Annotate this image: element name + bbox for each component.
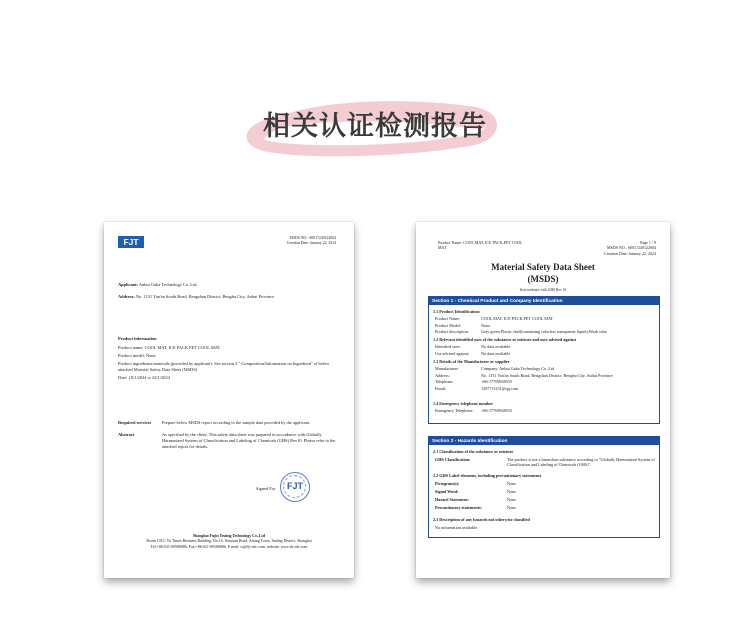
msds-creation-date: Creation Date: January 22, 2024 [604,250,656,256]
test-report-document[interactable] [104,222,354,578]
product-ingredients: Product ingredients/materials (provided by applicant): See section 3 " Composition/Information on Ingredient" of below attached Material Safety Data Sheet (MSDS) [118,360,330,372]
field-label: Product Name: [435,316,461,321]
field-label: Address: [435,372,450,378]
report-ref [287,236,336,246]
fjt-logo: FJT [118,236,144,248]
subheading-1-4: 1.4 Emergency telephone number [433,401,494,406]
field-label: Manufacturer: [435,366,459,371]
field-value: None [507,505,517,510]
product-name: Product name: COOL MAT, ICE PACK,PET COOL MAT [118,344,221,350]
field-value: 1287711431@qq.com [481,385,519,391]
field-value: None [481,322,491,328]
applicant-value: Anhui Gaka Technology Co.,Ltd. [138,282,198,287]
page-number: Page 1 / 9 [640,240,656,245]
field-value: None [507,497,517,502]
company-seal-stamp: FJT [280,472,310,502]
subheading-2-1: 2.1 Classification of the substance or mixture [433,449,514,454]
field-label: Precautionary statements: [435,505,483,510]
address-line [118,294,343,300]
msds-number: MSDS NO.: S0017240122004 [606,245,656,251]
ghs-classification-value: The product is not a hazardous substance according to "Globally Harmonized System of Classification and Labeling of Chemicals (GHS)". [507,457,655,468]
accordance-note: In accordance with GHS Rev 10 [519,288,567,292]
section-1-box [428,296,660,424]
field-label: Pictogram(s): [435,481,460,486]
msds-title: Material Safety Data Sheet [491,262,595,272]
address-label: Address: [118,294,135,299]
field-label: Emergency Telephone: [435,408,474,413]
applicant-line [118,282,338,288]
field-value: None [507,481,517,486]
field-value: No data available [481,344,511,349]
hazards-note: No information available. [435,525,479,530]
ref-number: MSDS NO.: S0017240122004 [289,236,336,240]
field-value: COOL MAT, ICE PACK,PET COOL MAT [481,316,554,321]
subheading-2-3: 2.3 Description of any hazards not otherwise classified [433,517,530,522]
msds-subtitle: (MSDS) [527,274,559,284]
section-2-box [428,436,660,538]
msds-document[interactable] [416,222,670,578]
field-value: Company: Anhui Gaka Technology Co.,Ltd [481,366,555,371]
subheading-1-2: 1.2 Relevant identified uses of the substance or mixture and uses advised against [433,337,577,342]
required-services-label: Required services [118,420,152,425]
msds-product-name: Product Name: COOL MAT, ICE PACK,PET COOL MAT [438,240,523,251]
applicant-label: Applicant: [118,282,139,287]
field-label: Hazard Statement: [435,497,470,502]
footer-company: Shanghai Fujin Testing Technology Co.,Ltd [192,534,265,538]
field-value: None [507,489,517,494]
subheading-1-1: 1.1 Product Identification: [433,309,481,314]
required-services-value: Prepare below MSDS report according to the sample data provided by the applicant. [162,420,311,425]
field-value: +86-17769948535 [481,379,512,384]
field-value: No data available [481,350,511,356]
product-model: Product model: None [118,352,156,358]
product-info-heading: Product information [118,336,157,341]
page-title: 相关认证检测报告 [263,111,487,142]
field-value: No. 1131 Yan'an South Road, Bengshan District, Bengbu City, Anhui Province [481,372,613,378]
date-range: Date: 18/1/2024 to 22/1/2024 [118,374,170,380]
field-label: Identified uses: [435,344,461,349]
section-2-heading: Section 2 - Hazards Identification [429,437,659,445]
ghs-classification-label: GHS Classification: [435,457,471,462]
footer-contact: Tel:+86-021-69586886, Fax:+86-021-69586886, E-mail: cs@fjt-sdc.com, website: www.sh-sdc.com [150,544,308,549]
field-value: Gray green Plastic shell(containing colorless transparent liquid),Weak odor [481,329,607,334]
subheading-1-3: 1.3 Details of the Manufacturer or supplier [433,359,510,364]
section-1-heading: Section 1 - Chemical Product and Company Identification [429,297,659,305]
field-label: Signal Word: [435,489,459,494]
abstract-label: Abstract [118,432,135,437]
report-footer [104,534,354,550]
signed-for-label: Signed For [256,486,276,491]
footer-address: Room 1015, Vit Times Business Building, No.16, Xinyuan Road, Anting Town, Jiading District, Shanghai [146,539,312,544]
msds-meta [604,240,656,256]
subheading-2-2: 2.2 GHS Label elements, including precautionary statements [433,473,542,478]
field-label: Telephone: [435,379,454,384]
product-info-block [118,336,340,381]
field-label: Use advised against: [435,350,470,356]
field-label: Product Model: [435,322,462,328]
creation-date: Creation Date: January 22, 2024 [286,241,336,246]
abstract-value: As specified by the client, This safety data sheet was prepared in accordance with Globally Harmonized System of Classification and Labeling of Chemicals (GHS) Rev10. Please refer to the attached report for details. [162,432,336,449]
address-value: No. 1131 Yan'an South Road, Bengshan District, Bengbu City, Anhui Province [135,294,275,299]
field-label: Email: [435,385,447,391]
field-label: Product description: [435,329,469,334]
field-value: +86-17769948535 [481,408,512,413]
